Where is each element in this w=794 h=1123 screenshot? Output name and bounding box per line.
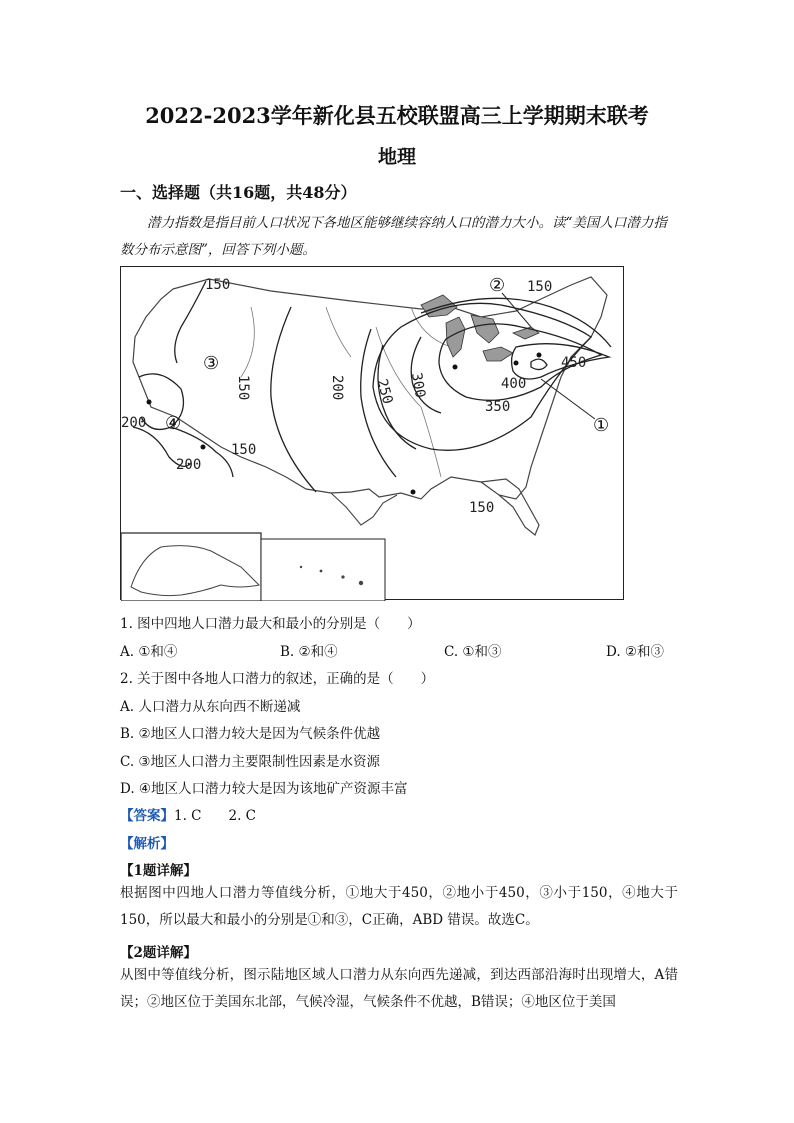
detail-1-text: 根据图中四地人口潜力等值线分析，①地大于450，②地小于450，③小于150，④地大于150，所以最大和最小的分别是①和③，C正确，ABD 错误。故选C。: [120, 885, 678, 928]
analysis-label: 【解析】: [120, 836, 174, 852]
detail-1-label-line: [120, 859, 197, 879]
q2-option-b[interactable]: B. ②地区人口潜力较大是因为气候条件优越: [120, 726, 381, 742]
us-population-potential-map: [120, 266, 624, 600]
contour-label: 350: [485, 399, 511, 415]
map-figure: [121, 267, 625, 601]
contour-label: 300: [407, 371, 429, 400]
q1-option-c[interactable]: C. ①和③: [444, 644, 502, 660]
analysis-label-line: [120, 832, 174, 852]
contour-label: 200: [176, 457, 202, 473]
subject-title: 地理: [377, 146, 416, 168]
q1-option-d[interactable]: D. ②和③: [606, 644, 665, 660]
q1-option-b[interactable]: B. ②和④: [280, 644, 338, 660]
exam-title: 2022-2023学年新化县五校联盟高三上学期期末联考: [145, 103, 649, 128]
site-marker: ②: [489, 275, 506, 296]
detail-2-text: 从图中等值线分析，图示陆地区域人口潜力从东向西先递减，到达西部沿海时出现增大，A错误；②地区位于美国东北部，气候冷湿，气候条件不优越，B错误；④地区位于美国: [120, 967, 678, 1010]
contour-label: 150: [527, 279, 553, 295]
section-heading: 一、选择题（共16题，共48分）: [120, 183, 357, 202]
answer-value: 1. C 2. C: [174, 808, 257, 824]
site-marker: ①: [593, 415, 610, 436]
detail-1-label: 【1题详解】: [120, 863, 197, 879]
question-1-stem: 1. 图中四地人口潜力最大和最小的分别是（ ）: [120, 616, 421, 632]
site-marker: ④: [165, 413, 182, 434]
answer-line: [120, 804, 256, 824]
contour-label: 150: [205, 277, 231, 293]
site-marker: ③: [203, 353, 220, 374]
hawaii-inset: [261, 539, 385, 601]
site-2-pointer: [502, 293, 531, 327]
contour-label: 150: [469, 500, 495, 516]
contour-label: 200: [121, 415, 147, 431]
great-lakes: [421, 295, 539, 361]
us-outline: [133, 277, 610, 499]
q1-option-a[interactable]: A. ①和④: [120, 644, 178, 660]
question-2-stem: 2. 关于图中各地人口潜力的叙述，正确的是（ ）: [120, 671, 435, 687]
contour-label: 400: [501, 376, 527, 392]
question-intro: 潜力指数是指目前人口状况下各地区能够继续容纳人口的潜力大小。读“美国人口潜力指数分布示意图”，回答下列小题。: [120, 215, 667, 258]
detail-2-label-line: [120, 941, 197, 961]
contour-lines: [133, 281, 611, 492]
contour-label: 450: [561, 355, 587, 371]
contour-200-central: [361, 329, 396, 477]
contour-150-central: [271, 307, 316, 492]
q2-option-c[interactable]: C. ③地区人口潜力主要限制性因素是水资源: [120, 754, 381, 770]
gulf-coast: [331, 493, 397, 525]
q2-option-d[interactable]: D. ④地区人口潜力较大是因为该地矿产资源丰富: [120, 781, 408, 797]
contour-label: 200: [329, 375, 345, 401]
contour-small-ring: [531, 359, 547, 369]
contour-label: 150: [231, 442, 257, 458]
contour-label: 150: [235, 375, 251, 401]
contour-150-west: [175, 281, 206, 363]
q2-option-a[interactable]: A. 人口潜力从东向西不断递减: [120, 699, 301, 715]
contour-label: 250: [373, 377, 396, 406]
detail-2-label: 【2题详解】: [120, 945, 197, 961]
answer-label: 【答案】: [120, 808, 174, 824]
